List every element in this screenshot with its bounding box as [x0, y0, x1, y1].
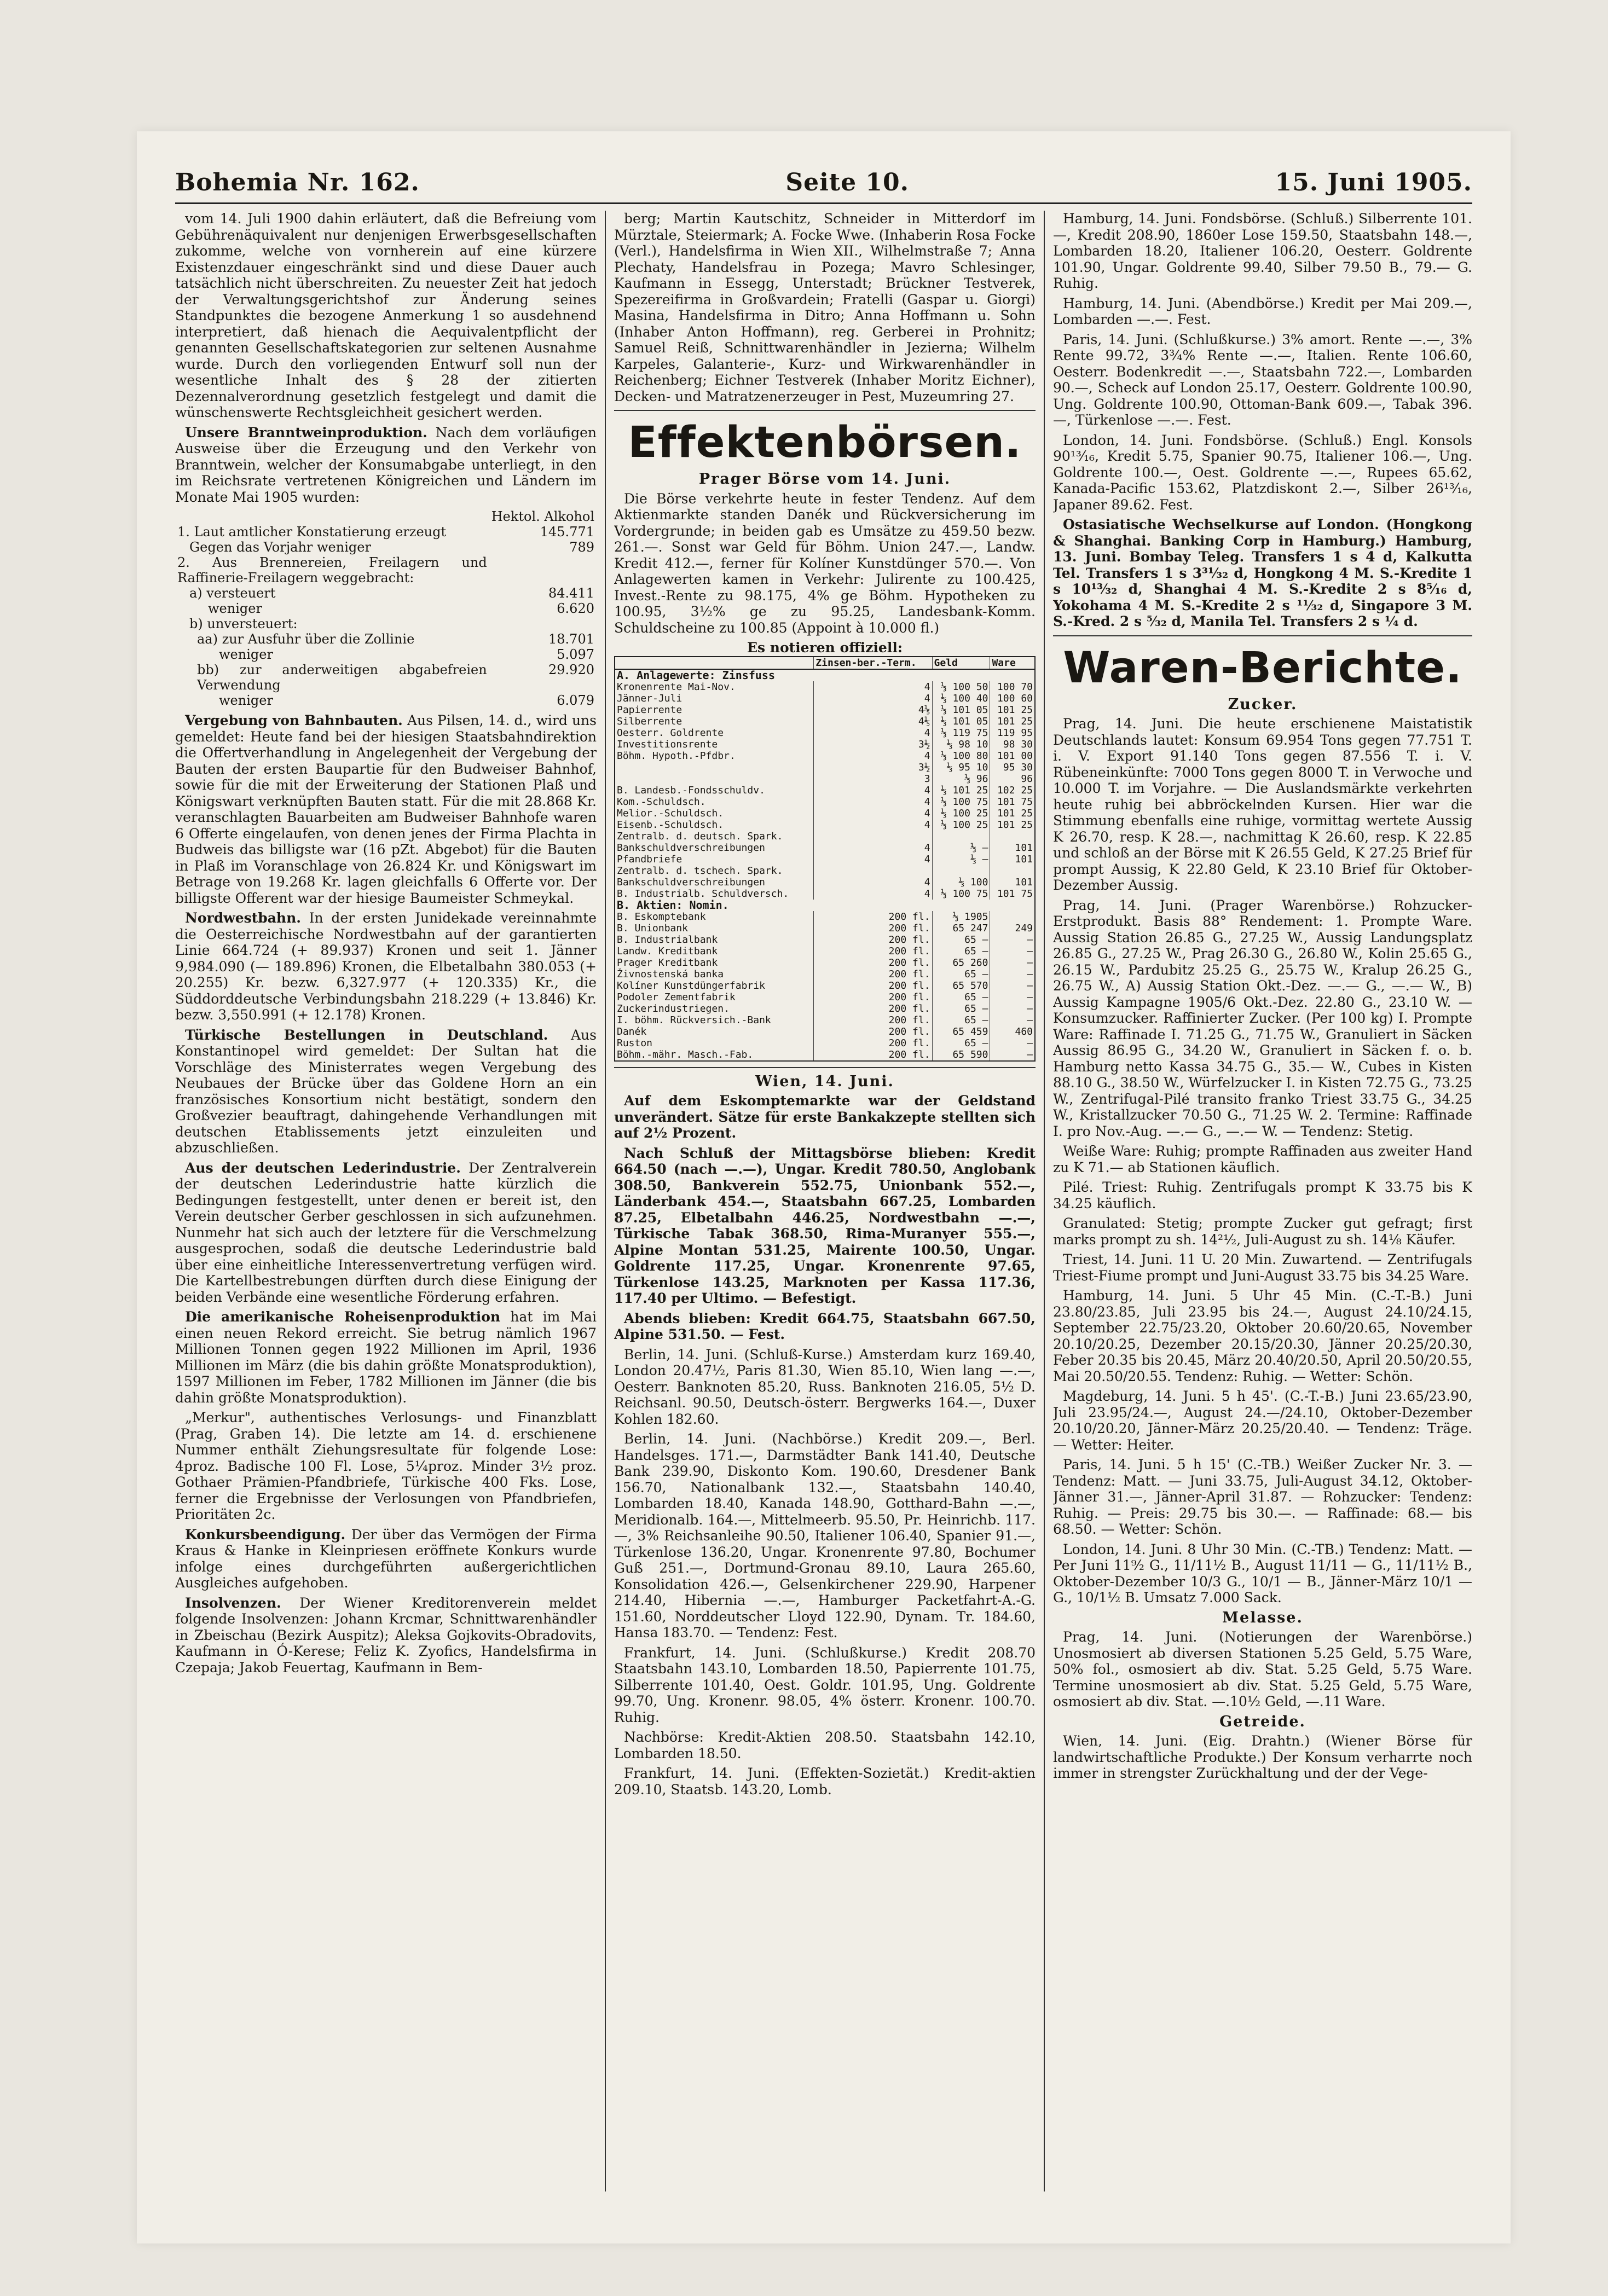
article-text: [175, 425, 597, 506]
table-header-row: Zinsen-ber.-Term. Geld Ware: [615, 657, 1035, 669]
security-name: Oesterr. Goldrente: [615, 727, 814, 739]
table-cell: 101 25: [990, 819, 1035, 831]
table-row: [615, 923, 1035, 934]
article-text: Aus der deutschen Lederindustrie. Der Zentralverein der deutschen Lederindustrie hatte kürzlich die Bedingungen festgestellt, unter denen er bereit ist, den Verein deutscher Gerber geschlossen in sich aufzunehmen. Nunmehr hat sich auch der letztere für die Verschmelzung ausgesprochen, sodaß die deutsche Lederindustrie bald über eine einheitliche Interessenvertretung verfügen wird. Die Kartellbestrebungen dürften durch diese Einigung der beiden Verbände eine wesentliche Förderung erfahren.: [175, 1159, 597, 1305]
table-cell: —: [990, 946, 1035, 957]
table-row: bb) zur anderweitigen abgabefreien Verwendung 29.920: [197, 662, 594, 693]
table-row: [615, 762, 1035, 773]
table-row: [615, 819, 1035, 831]
article-heading: Nordwestbahn.: [185, 910, 301, 926]
section-subtitle: Getreide.: [1219, 1713, 1306, 1730]
column-middle: [614, 211, 1036, 2191]
security-name: Eisenb.-Schuldsch.: [615, 819, 814, 831]
table-cell: 200 fl.: [814, 969, 932, 980]
security-name: Živnostenská banka: [615, 969, 814, 980]
article-text: Nachbörse: Kredit-Aktien 208.50. Staatsbahn 142.10, Lombarden 18.50.: [614, 1729, 1036, 1761]
article-text: Triest, 14. Juni. 11 U. 20 Min. Zuwartend. — Zentrifugals Triest-Fiume prompt und Juni-August 33.75 bis 34.25 Ware.: [1053, 1251, 1472, 1284]
table-row: [615, 957, 1035, 969]
security-name: Silberrente: [615, 716, 814, 727]
table-cell: 65 —: [932, 1037, 990, 1049]
table-cell: 119 95: [990, 727, 1035, 739]
article-text: Weiße Ware: Ruhig; prompte Raffinaden aus zweiter Hand zu K 71.— ab Stationen käuflich.: [1053, 1143, 1472, 1175]
table-cell: 65 —: [932, 946, 990, 957]
column-left: [175, 211, 597, 2191]
table-cell: —: [990, 957, 1035, 969]
security-name: Zentralb. d. deutsch. Spark.: [615, 831, 814, 842]
table-cell: 101 00: [990, 750, 1035, 762]
column-divider: [605, 211, 606, 2191]
article-text: Paris, 14. Juni. 5 h 15' (C.-TB.) Weißer Zucker Nr. 3. — Tendenz: Matt. — Juni 33.75, Juli-August 34.12, Oktober-Jänner 31.—, Jänner-April 31.87. — Rohzucker: Tendenz: Ruhig. — Preis: 29.75 bis 30.—. — Raffinade: 68.— bis 68.50. — Wetter: Schön.: [1053, 1457, 1472, 1537]
article-text: Berlin, 14. Juni. (Nachbörse.) Kredit 209.—, Berl. Handelsges. 171.—, Darmstädter Bank 141.40, Deutsche Bank 239.90, Diskonto Kom. 190.60, Dresdener Bank 156.70, Nationalbank 132.—, Staatsbahn 140.40, Lombarden 18.40, Kanada 148.90, Gotthard-Bahn —.—, Meridionalb. 164.—, Mittelmeerb. 95.50, Pr. Heinrichb. 117.—, 3% Reichsanleihe 90.50, Italiener 106.40, Spanier 91.—, Türkenlose 136.20, Ungar. Kronenrente 97.80, Bochumer Guß 251.—, Dortmund-Gronau 89.10, Laura 265.60, Konsolidation 426.—, Gelsenkirchener 229.90, Harpener 214.40, Hibernia —.—, Hamburger Packetfahrt-A.-G. 151.60, Norddeutscher Lloyd 122.90, Dynam. Tr. 184.60, Hansa 183.70. — Tendenz: Fest.: [614, 1431, 1036, 1640]
table-cell: 200 fl.: [814, 1026, 932, 1037]
stat-unit-heading: Hektol. Alkohol: [491, 509, 594, 524]
security-name: Kom.-Schuldsch.: [615, 796, 814, 808]
article-text: London, 14. Juni. 8 Uhr 30 Min. (C.-TB.) Tendenz: Matt. — Per Juni 11⁹⁄₂ G., 11/11½ B., August 11/11 — G., 11/11½ B., Oktober-Dezember 10/3 G., 10/1 — B., Jänner-März 10/1 — G., 10/1½ B. Umsatz 7.000 Sack.: [1053, 1541, 1472, 1605]
spirits-statistics-table: [175, 509, 597, 708]
article-text: Prag, 14. Juni. (Prager Warenbörse.) Rohzucker-Erstprodukt. Basis 88° Rendement: 1. Prompte Ware. Aussig Station 26.85 G., 27.25 W., Aussig Landungsplatz 26.85 G., 27.25 W., Prag 26.30 G., 26.80 W., Kolin 25.65 G., 26.15 W., Pardubitz 25.25 G., 25.75 W., Kralup 26.25 G., 26.75 W., A) Aussig Station Okt.-Dez. —.— G., —.— W., B) Aussig Kampagne 1905/6 Okt.-Dez. 22.80 G., 23.10 W. — Konsumzucker. Raffinierter Zucker. (Per 100 kg) I. Prompte Ware: Raffinade I. 71.25 G., 71.75 W., Granuliert in Säcken Aussig 86.95 G., 34.20 W., Granuliert in Säcken f. o. b. Hamburg netto Kassa 34.75 G., 35.— W., Cubes in Kisten 88.10 G., 38.50 W., Würfelzucker I. in Kisten 72.75 G., 73.25 W., Zentrifugal-Pilé transito franko Triest 33.75 G., 34.25 W., Kristallzucker 70.50 G., 71.25 W. 2. Termine: Raffinade I. pro Nov.-Aug. —.— G., —.— W. — Tendenz: Stetig.: [1053, 897, 1472, 1139]
table-cell: 65 459: [932, 1026, 990, 1037]
security-name: Papierrente: [615, 704, 814, 716]
table-cell: [814, 865, 932, 877]
table-cell: 4⅕: [814, 716, 932, 727]
table-cell: 4: [814, 854, 932, 865]
table-cell: ⅓ 101 25: [932, 785, 990, 796]
table-cell: [990, 865, 1035, 877]
security-name: B. Industrialbank: [615, 934, 814, 946]
table-cell: ⅓ 100 25: [932, 808, 990, 819]
table-cell: 200 fl.: [814, 934, 932, 946]
table-cell: 4: [814, 785, 932, 796]
article-text: Prag, 14. Juni. (Notierungen der Warenbörse.) Unosmosiert ab diversen Stationen 5.25 Geld, 5.75 Ware, 50% fol., osmosiert ab div. Stat. 5.25 Geld, 5.75 Ware. Termine unosmosiert ab div. Stat. 5.25 Geld, 5.75 Ware, osmosiert ab div. Stat. —.10½ Geld, —.11 Ware.: [1053, 1629, 1472, 1709]
table-cell: 98 30: [990, 739, 1035, 750]
table-row: [615, 750, 1035, 762]
article-text: Wien, 14. Juni. (Eig. Drahtn.) (Wiener Börse für landwirtschaftliche Produkte.) Der Konsum verharrte noch immer in strengster Zurückhaltung und der der Vege-: [1053, 1733, 1472, 1781]
table-cell: —: [990, 1003, 1035, 1014]
article-heading: Vergebung von Bahnbauten.: [185, 712, 403, 728]
table-row: aa) zur Ausfuhr über die Zollinie 18.701: [197, 631, 594, 647]
newspaper-page: [137, 131, 1511, 2243]
table-cell: ⅓ 98 10: [932, 739, 990, 750]
section-subtitle: Melasse.: [1222, 1609, 1303, 1626]
table-cell: 65 —: [932, 969, 990, 980]
table-cell: 200 fl.: [814, 1049, 932, 1061]
table-cell: 460: [990, 1026, 1035, 1037]
table-cell: 3: [814, 773, 932, 785]
table-cell: 95 30: [990, 762, 1035, 773]
security-name: I. böhm. Rückversich.-Bank: [615, 1014, 814, 1026]
article-text: Magdeburg, 14. Juni. 5 h 45'. (C.-T.-B.) Juni 23.65/23.90, Juli 23.95/24.—, August 24.—/24.10, Oktober-Dezember 20.10/20.20, Jänner-März 20.25/20.40. — Tendenz: Träge. — Wetter: Heiter.: [1053, 1388, 1472, 1453]
section-subtitle: Zucker.: [1228, 695, 1298, 713]
security-name: Kronenrente Mai-Nov.: [615, 681, 814, 693]
table-cell: ⅓ 100 75: [932, 888, 990, 900]
table-cell: 4: [814, 750, 932, 762]
section-subtitle: Wien, 14. Juni.: [755, 1072, 894, 1090]
table-cell: 200 fl.: [814, 1037, 932, 1049]
article-text: vom 14. Juli 1900 dahin erläutert, daß die Befreiung vom Gebührenäquivalent nur denjenigen Erwerbsgesellschaften zukomme, welche von vornherein auf eine kürzere Existenzdauer eingeschränkt sind und diese Dauer auch tatsächlich nicht überschreiten. Zu neuester Zeit hat jedoch der Verwaltungsgerichtshof zur Änderung seines Standpunktes die bezogene Anmerkung 1 so ausdehnend interpretiert, daß hienach die Aequivalentpflicht der genannten Gesellschaftskategorien zur seltenen Ausnahme wurde. Durch den vorliegenden Entwurf soll nun der wesentliche Inhalt des § 28 der zitierten Dezennalverordnung gesetzlich festgelegt und damit die wünschenswerte Rechtsgleichheit gesichert werden.: [175, 211, 597, 420]
table-cell: ⅓ —: [932, 854, 990, 865]
table-cell: ⅓ 119 75: [932, 727, 990, 739]
table-cell: [990, 911, 1035, 923]
article-text: Abends blieben: Kredit 664.75, Staatsbahn 667.50, Alpine 531.50. — Fest.: [614, 1310, 1036, 1342]
security-name: B. Eskomptebank: [615, 911, 814, 923]
article-text: Hamburg, 14. Juni. (Abendbörse.) Kredit per Mai 209.—, Lombarden —.—. Fest.: [1053, 295, 1472, 327]
table-cell: [932, 865, 990, 877]
page-header: [175, 163, 1472, 201]
table-cell: 101: [990, 877, 1035, 888]
table-cell: 3½: [814, 739, 932, 750]
table-row: [615, 1003, 1035, 1014]
table-cell: [814, 831, 932, 842]
article-text: Granulated: Stetig; prompte Zucker gut gefragt; first marks prompt zu sh. 14²¹⁄₂, Juli-August zu sh. 14⅛ Käufer.: [1053, 1215, 1472, 1248]
table-cell: —: [990, 934, 1035, 946]
article-text: Die Börse verkehrte heute in fester Tendenz. Auf dem Aktienmarkte standen Danék und Rückversicherung im Vordergrunde; in beiden gab es Umsätze zu 459.50 bezw. 261.—. Sonst war Geld für Böhm. Union 247.—, Landw. Kredit 412.—, ferner für Kolíner Kunstdünger 570.—. Von Anlagewerten kamen in Verkehr: Julirente zu 100.425, Invest.-Rente zu 98.175, 4% ge Böhm. Hypotheken zu 100.95, 3½% ge zu 95.25, Landesbank-Komm. Schuldscheine zu 100.85 (Appoint à 10.000 fl.): [614, 490, 1036, 636]
table-cell: ⅓ 100 75: [932, 796, 990, 808]
article-text: Frankfurt, 14. Juni. (Schlußkurse.) Kredit 208.70 Staatsbahn 143.10, Lombarden 18.50, Papierrente 101.75, Silberrente 101.40, Oest. Goldr. 101.95, Ung. Goldrente 99.70, Ung. Kronenr. 98.05, 4% österr. Kronenr. 100.70. Ruhig.: [614, 1644, 1036, 1725]
table-row: [615, 773, 1035, 785]
table-row: [615, 1037, 1035, 1049]
table-row: [615, 681, 1035, 693]
table-row: [615, 934, 1035, 946]
table-caption: Es notieren offiziell:: [747, 640, 903, 656]
table-cell: 96: [990, 773, 1035, 785]
article-text: London, 14. Juni. Fondsbörse. (Schluß.) Engl. Konsols 90¹³⁄₁₆, Kredit 5.75, Spanier 90.75, Italiener 106.—, Ung. Goldrente 100.—, Oest. Goldrente —.—, Rupees 65.62, Kanada-Pacific 153.62, Platzdiskont 2.—, Silber 26¹³⁄₁₆, Japaner 89.62. Fest.: [1053, 432, 1472, 513]
table-row: [615, 946, 1035, 957]
article-text: Insolvenzen. Der Wiener Kreditorenverein meldet folgende Insolvenzen: Johann Krcmar, Schnittwarenhändler in Zbeischau (Bezirk Auspitz); Aleksa Gojkovits-Obradovits, Kaufmann in Ó-Kerese; Feliz K. Zyofics, Handelsfirma in Czepaja; Jakob Feuertag, Kaufmann in Bem-: [175, 1595, 597, 1675]
table-cell: 65 570: [932, 980, 990, 992]
table-cell: 249: [990, 923, 1035, 934]
article-text: Pilé. Triest: Ruhig. Zentrifugals prompt K 33.75 bis K 34.25 käuflich.: [1053, 1179, 1472, 1211]
table-row: weniger 5.097: [219, 647, 594, 662]
article-text: Nach Schluß der Mittagsbörse blieben: Kredit 664.50 (nach —.—), Ungar. Kredit 780.50, Anglobank 308.50, Bankverein 552.75, Unionbank 552.—, Länderbank 454.—, Staatsbahn 667.25, Lombarden 87.25, Elbetalbahn 446.25, Nordwestbahn —.—, Türkische Tabak 368.50, Rima-Muranyer 555.—, Alpine Montan 531.25, Mairente 100.50, Ungar. Goldrente 117.25, Ungar. Kronenrente 97.65, Türkenlose 143.25, Marknoten per Kassa 117.36, 117.40 per Ultimo. — Befestigt.: [614, 1145, 1036, 1306]
table-cell: 101 75: [990, 796, 1035, 808]
table-cell: [932, 831, 990, 842]
table-cell: ⅓ 100 40: [932, 693, 990, 704]
table-row: [615, 1049, 1035, 1061]
security-name: Kolíner Kunstdüngerfabrik: [615, 980, 814, 992]
table-cell: 200 fl.: [814, 980, 932, 992]
table-row: [615, 865, 1035, 877]
table-row: [615, 969, 1035, 980]
table-cell: ⅓ 100 50: [932, 681, 990, 693]
table-row: [615, 739, 1035, 750]
prague-exchange-table: [614, 656, 1036, 1062]
article-text: Auf dem Eskomptemarkte war der Geldstand unverändert. Sätze für erste Bankakzepte stellten sich auf 2½ Prozent.: [614, 1093, 1036, 1141]
table-section-row: B. Aktien: Nomin.: [615, 900, 1035, 911]
security-name: [615, 773, 814, 785]
section-divider: [614, 410, 1036, 411]
security-name: Pfandbriefe: [615, 854, 814, 865]
table-row: b) unversteuert:: [189, 616, 298, 631]
table-cell: ⅓ 95 10: [932, 762, 990, 773]
table-cell: 4: [814, 842, 932, 854]
table-row: [615, 808, 1035, 819]
security-name: Landw. Kreditbank: [615, 946, 814, 957]
section-divider: [1053, 635, 1472, 636]
table-row: [615, 796, 1035, 808]
column-right: [1053, 211, 1472, 2191]
table-cell: 4: [814, 681, 932, 693]
article-heading: Türkische Bestellungen in Deutschland.: [185, 1027, 548, 1043]
table-cell: 101 25: [990, 716, 1035, 727]
article-text: Hamburg, 14. Juni. 5 Uhr 45 Min. (C.-T.-B.) Juni 23.80/23.85, Juli 23.95 bis 24.—, August 24.10/24.15, September 22.75/23.20, Oktober 20.60/20.65, November 20.10/20.25, Dezember 20.15/20.30, Jänner 20.25/20.30, Feber 20.35 bis 20.45, März 20.40/20.50, April 20.50/20.55, Mai 20.50/20.55. Tendenz: Ruhig. — Wetter: Schön.: [1053, 1288, 1472, 1384]
security-name: Zentralb. d. tschech. Spark.: [615, 865, 814, 877]
security-name: Jänner-Juli: [615, 693, 814, 704]
article-text: „Merkur", authentisches Verlosungs- und Finanzblatt (Prag, Graben 14). Die letzte am 14. d. erschienene Nummer enthält Ziehungsresultate für folgende Lose: 4proz. Badische 100 Fl. Lose, 5¼proz. Minder 3½ proz. Gothaer Prämien-Pfandbriefe, Türkische 400 Fks. Lose, ferner die Ergebnisse der Verlosungen von Pfandbriefen, Prioritäten 2c.: [175, 1410, 597, 1522]
table-cell: 65 247: [932, 923, 990, 934]
column-divider: [1044, 211, 1045, 2191]
table-row: a) versteuert 84.411: [189, 585, 594, 601]
table-cell: 200 fl.: [814, 911, 932, 923]
table-cell: 65 590: [932, 1049, 990, 1061]
security-name: Prager Kreditbank: [615, 957, 814, 969]
table-cell: ⅓ —: [932, 842, 990, 854]
table-cell: 65 260: [932, 957, 990, 969]
table-row: weniger 6.620: [208, 601, 594, 616]
table-cell: 65 —: [932, 992, 990, 1003]
security-name: Bankschuldverschreibungen: [615, 842, 814, 854]
security-name: B. Industrialb. Schuldversch.: [615, 888, 814, 900]
table-cell: 65 —: [932, 934, 990, 946]
article-heading: Aus der deutschen Lederindustrie.: [185, 1159, 461, 1176]
table-cell: ⅓ 96: [932, 773, 990, 785]
table-cell: —: [990, 1014, 1035, 1026]
article-body: Nach dem vorläufigen Ausweise über die Erzeugung und den Verkehr von Branntwein, welcher der Konsumabgabe unterliegt, in den im Reichsrate vertretenen Königreichen und Ländern im Monate Mai 1905 wurden:: [175, 424, 597, 505]
table-cell: 4: [814, 819, 932, 831]
article-text: Nordwestbahn. In der ersten Junidekade vereinnahmte die Oesterreichische Nordwestbahn auf der garantierten Linie 664.724 (+ 89.937) Kronen und seit 1. Jänner 9,984.090 (— 189.896) Kronen, die Elbetalbahn 380.053 (+ 20.255) Kr. bezw. 6,327.977 (+ 120.335) Kr., die Süddorddeutsche Verbindungsbahn 218.229 (+ 13.846) Kr. bezw. 3,550.991 (+ 12.178) Kronen.: [175, 910, 597, 1023]
table-row: 2. Aus Brennereien, Freilagern und Raffinerie-Freilagern weggebracht:: [177, 555, 487, 585]
article-text: Frankfurt, 14. Juni. (Effekten-Sozietät.) Kredit-aktien 209.10, Staatsb. 143.20, Lomb.: [614, 1765, 1036, 1798]
article-text: Paris, 14. Juni. (Schlußkurse.) 3% amort. Rente —.—, 3% Rente 99.72, 3¾% Rente —.—, Italien. Rente 106.60, Oesterr. Bodenkredit —.—, Staatsbahn 722.—, Lombarden 90.—, Scheck auf London 25.17, Oesterr. Goldrente 100.90, Ung. Goldrente 100.90, Ottoman-Bank 609.—, Tabak 396.—, Türkenlose —.—. Fest.: [1053, 331, 1472, 428]
table-cell: 102 25: [990, 785, 1035, 796]
table-cell: 200 fl.: [814, 957, 932, 969]
article-text: Berlin, 14. Juni. (Schluß-Kurse.) Amsterdam kurz 169.40, London 20.47½, Paris 81.30, Wien 85.10, Wien lang —.—, Oesterr. Banknoten 85.20, Russ. Banknoten 216.05, 5½ D. Reichsanl. 90.50, Deutsch-österr. Bergwerks 164.—, Duxer Kohlen 182.60.: [614, 1346, 1036, 1427]
section-title-effektenboersen: Effektenbörsen.: [628, 418, 1022, 467]
table-cell: 200 fl.: [814, 992, 932, 1003]
table-cell: 200 fl.: [814, 946, 932, 957]
article-text: Türkische Bestellungen in Deutschland. Aus Konstantinopel wird gemeldet: Der Sultan hat die Vorschläge des Ministerrates wegen Vergebung des Neubaues der Brücke über das Goldene Horn an ein französisches Konsortium nicht bestätigt, sondern den Großvezier beauftragt, dahingehende Verhandlungen mit deutschen Etablissements jetzt einzuleiten und abzuschließen.: [175, 1027, 597, 1156]
table-cell: 4: [814, 693, 932, 704]
article-text: berg; Martin Kautschitz, Schneider in Mitterdorf im Mürztale, Steiermark; A. Focke Wwe. (Inhaberin Rosa Focke (Verl.), Handelsfirma in Wien XII., Wilhelmstraße 7; Anna Plechaty, Handelsfrau in Pozega; Mavro Schlesinger, Kaufmann in Essegg, Unterstadt; Brückner Testverek, Spezereifirma in Großvardein; Fratelli (Gaspar u. Giorgi) Masina, Handelsfirma in Ditro; Anna Hoffmann u. Sohn (Inhaber Anton Hoffmann), reg. Gerberei in Prohnitz; Samuel Reiß, Schnittwarenhändler in Jezierna; Wilhelm Karpeles, Galanterie-, Kurz- und Wirkwarenhändler in Reichenberg; Eichner Testverek (Inhaber Moritz Eichner), Decken- und Matratzenerzeuger in Pest, Muzeumring 27.: [614, 211, 1036, 404]
security-name: [615, 762, 814, 773]
table-cell: 65 —: [932, 1003, 990, 1014]
table-cell: 65 —: [932, 1014, 990, 1026]
table-row: [615, 716, 1035, 727]
security-name: Danék: [615, 1026, 814, 1037]
header-date: 15. Juni 1905.: [1275, 168, 1472, 196]
table-row: [615, 842, 1035, 854]
article-text: Hamburg, 14. Juni. Fondsbörse. (Schluß.) Silberrente 101.—, Kredit 208.90, 1860er Lose 159.50, Staatsbahn 148.—, Lombarden 18.20, Italiener 106.20, Oesterr. Goldrente 101.90, Ungar. Goldrente 99.40, Silber 79.50 B., 79.— G. Ruhig.: [1053, 211, 1472, 291]
table-row: Gegen das Vorjahr weniger 789: [189, 540, 594, 555]
article-text: Konkursbeendigung. Der über das Vermögen der Firma Kraus & Hanke in Kleinpriesen eröffnete Konkurs wurde infolge eines durchgeführten außergerichtlichen Ausgleiches aufgehoben.: [175, 1526, 597, 1591]
table-cell: 200 fl.: [814, 1003, 932, 1014]
table-row: [615, 727, 1035, 739]
table-row: [615, 911, 1035, 923]
table-cell: 4⅕: [814, 704, 932, 716]
table-row: weniger 6.079: [219, 693, 594, 708]
table-body: [615, 669, 1035, 1061]
table-cell: —: [990, 1049, 1035, 1061]
table-cell: 200 fl.: [814, 923, 932, 934]
table-cell: 4: [814, 727, 932, 739]
table-cell: 4: [814, 877, 932, 888]
table-cell: ⅓ 101 05: [932, 704, 990, 716]
table-section-row: A. Anlagewerte: Zinsfuss: [615, 669, 1035, 681]
table-row: [615, 888, 1035, 900]
table-cell: 101 25: [990, 704, 1035, 716]
table-cell: 100 60: [990, 693, 1035, 704]
article-heading: Unsere Branntweinproduktion.: [185, 424, 427, 440]
table-cell: ⅓ 100 25: [932, 819, 990, 831]
article-heading: Die amerikanische Roheisenproduktion: [185, 1309, 501, 1325]
table-cell: 200 fl.: [814, 1014, 932, 1026]
table-cell: 101: [990, 842, 1035, 854]
table-cell: 101: [990, 854, 1035, 865]
table-cell: ⅓ 101 05: [932, 716, 990, 727]
security-name: Investitionsrente: [615, 739, 814, 750]
section-title-waren-berichte: Waren-Berichte.: [1063, 643, 1462, 693]
table-cell: 101 75: [990, 888, 1035, 900]
header-issue: Bohemia Nr. 162.: [175, 168, 420, 196]
table-cell: 4: [814, 796, 932, 808]
header-rule: [175, 202, 1472, 204]
section-divider: [614, 1067, 1036, 1068]
table-row: 1. Laut amtlicher Konstatierung erzeugt 145.771: [177, 524, 594, 540]
security-name: Zuckerindustriegen.: [615, 1003, 814, 1014]
table-row: [615, 1026, 1035, 1037]
table-row: [615, 1014, 1035, 1026]
table-cell: ⅓ 1905: [932, 911, 990, 923]
table-row: [615, 854, 1035, 865]
header-page-number: Seite 10.: [785, 168, 909, 196]
table-row: [615, 877, 1035, 888]
article-text: Ostasiatische Wechselkurse auf London. (Hongkong & Shanghai. Banking Corp in Hamburg.) Hamburg, 13. Juni. Bombay Teleg. Transfers 1 s 4 d, Kalkutta Tel. Transfers 1 s 3³¹⁄₃₂ d, Hongkong 4 M. S.-Kredite 1 s 10¹³⁄₃₂ d, Shanghai 4 M. S.-Kredite 2 s 8⁵⁄₁₆ d, Yokohama 4 M. S.-Kredite 2 s ¹¹⁄₃₂ d, Singapore 3 M. S.-Kred. 2 s ⁵⁄₃₂ d, Manila Tel. Transfers 2 s ¼ d.: [1053, 517, 1472, 629]
article-heading: Insolvenzen.: [185, 1595, 281, 1611]
table-cell: ⅓ 100: [932, 877, 990, 888]
table-row: [615, 992, 1035, 1003]
security-name: Podoler Zementfabrik: [615, 992, 814, 1003]
security-name: B. Unionbank: [615, 923, 814, 934]
security-name: Melior.-Schuldsch.: [615, 808, 814, 819]
table-cell: 3½: [814, 762, 932, 773]
table-cell: [990, 831, 1035, 842]
table-cell: —: [990, 980, 1035, 992]
table-row: [615, 831, 1035, 842]
table-cell: 101 25: [990, 808, 1035, 819]
table-cell: 100 70: [990, 681, 1035, 693]
security-name: Bankschuldverschreibungen: [615, 877, 814, 888]
security-name: Ruston: [615, 1037, 814, 1049]
security-name: Böhm. Hypoth.-Pfdbr.: [615, 750, 814, 762]
security-name: B. Landesb.-Fondsschuldv.: [615, 785, 814, 796]
article-text: Die amerikanische Roheisenproduktion hat im Mai einen neuen Rekord erreicht. Sie betrug nämlich 1967 Millionen Tonnen gegen 1922 Millionen im April, 1936 Millionen im März (die bis dahin größte Monatsproduktion), 1597 Millionen im Feber, 1782 Millionen im Jänner (die bis dahin größte Monatsproduktion).: [175, 1309, 597, 1406]
table-cell: —: [990, 992, 1035, 1003]
table-cell: —: [990, 1037, 1035, 1049]
table-row: [615, 704, 1035, 716]
table-cell: 4: [814, 888, 932, 900]
article-text: Vergebung von Bahnbauten. Aus Pilsen, 14. d., wird uns gemeldet: Heute fand bei der hiesigen Staatsbahndirektion die Offertverhandlung in Angelegenheit der Vergebung der Bauten der ersten Baupartie für den Budweiser Bahnhof, sowie für die mit der Erweiterung der Stationen Plaß und Königswart verknüpften Bauten statt. Für die mit 28.868 Kr. veranschlagten Bauarbeiten am Budweiser Bahnhofe waren 6 Offerte eingelaufen, von denen jenes der Firma Plachta in Budweis das billigste war (16 pZt. Abgebot) für die Bauten in Plaß im Voranschlage von 26.824 Kr. und Königswart im Betrage von 19.268 Kr. lagen gleichfalls 6 Offerte vor. Der billigste Offerent war der hiesige Baumeister Schmeykal.: [175, 712, 597, 906]
table-row: [615, 693, 1035, 704]
table-cell: —: [990, 969, 1035, 980]
article-text: Prag, 14. Juni. Die heute erschienene Maistatistik Deutschlands lautet: Konsum 69.954 Tons gegen 77.751 T. i. V. Export 91.140 Tons gegen 87.556 T. i. V. Rübeneinkünfte: 7000 Tons gegen 8000 T. in Verwoche und 10.000 T. im Vorjahre. — Die Auslandsmärkte verkehrten heute ruhig bei abbröckelnden Kursen. Hier war die Stimmung ebenfalls eine ruhige, vormittag wertete Aussig K 26.70, resp. K 28.—, nachmittag K 26.60, resp. K 22.85 und schloß an der Börse mit K 26.55 Geld, K 27.25 Brief für prompt Aussig, K 22.80 Geld, K 23.10 Brief für Oktober-Dezember Aussig.: [1053, 716, 1472, 893]
section-subtitle: Prager Börse vom 14. Juni.: [698, 471, 951, 488]
security-name: Böhm.-mähr. Masch.-Fab.: [615, 1049, 814, 1061]
table-row: [615, 785, 1035, 796]
table-row: [615, 980, 1035, 992]
table-cell: 4: [814, 808, 932, 819]
table-cell: ⅓ 100 80: [932, 750, 990, 762]
article-heading: Konkursbeendigung.: [185, 1526, 346, 1543]
